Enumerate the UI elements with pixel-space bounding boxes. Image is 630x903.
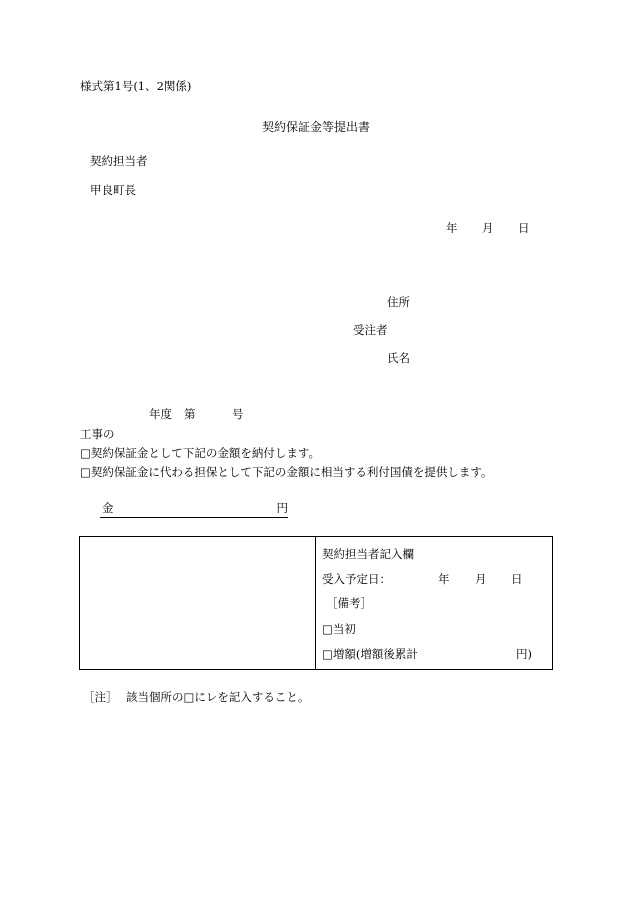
date-year-label: 年 [446,221,458,235]
date-day-label: 日 [518,221,530,235]
fiscal-year-label: 年度 [149,407,172,421]
addressee-title: 契約担当者 [90,154,148,168]
contractor-label: 受注者 [353,323,388,337]
form-number: 様式第1号(1、2関係) [80,79,192,93]
receipt-year-label: 年 [438,572,450,586]
date-month-label: 月 [482,221,494,235]
amount-prefix: 金 [102,501,114,515]
number-prefix-label: 第 [184,407,196,421]
document-title: 契約保証金等提出書 [262,120,371,134]
option-government-bonds: □契約保証金に代わる担保として下記の金額に相当する利付国債を提供します。 [80,465,493,479]
number-suffix-label: 号 [232,407,244,421]
receipt-day-label: 日 [511,572,523,586]
initial-option: □当初 [322,622,356,636]
work-label: 工事の [80,427,115,441]
officer-section-title: 契約担当者記入欄 [322,547,414,561]
amount-suffix: 円 [276,501,288,515]
remarks-label: ［備考］ [326,596,372,610]
increase-option: □増額(増額後累計 [322,647,418,661]
address-label: 住所 [387,295,410,309]
option-cash-deposit: □契約保証金として下記の金額を納付します。 [80,446,320,460]
table-divider [315,537,316,669]
addressee-name: 甲良町長 [90,183,136,197]
receipt-date-label: 受入予定日： [322,572,391,586]
note-label: ［注］ [83,690,118,704]
name-label: 氏名 [387,351,410,365]
note-text: 該当個所の□にレを記入すること。 [126,690,310,704]
officer-entry-table [79,536,553,670]
receipt-month-label: 月 [475,572,487,586]
amount-field [100,503,288,518]
increase-amount-suffix: 円) [516,647,532,661]
